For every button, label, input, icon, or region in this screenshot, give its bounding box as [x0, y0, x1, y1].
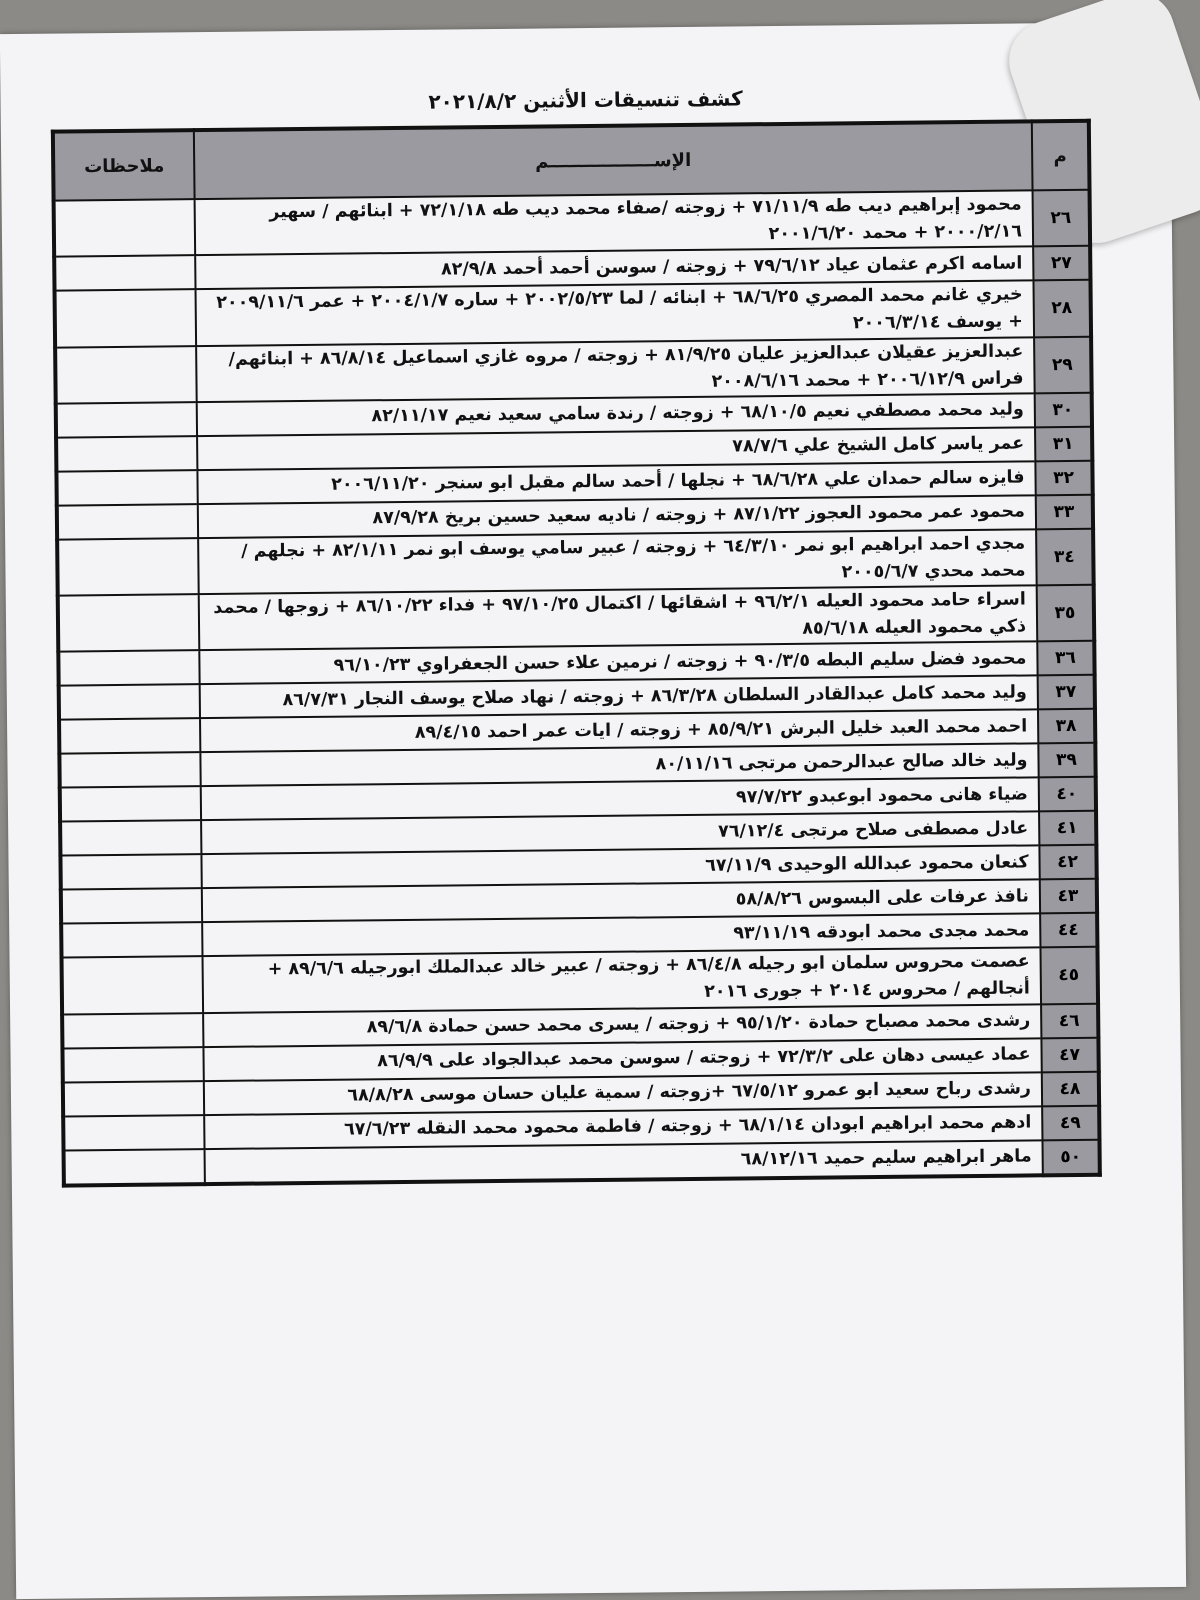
document-page: [0, 22, 1186, 1599]
row-notes: [60, 820, 201, 855]
row-notes: [58, 650, 199, 685]
row-name: ماهر ابراهيم سليم حميد ٦٨/١٢/١٦: [205, 1140, 1043, 1184]
row-number: ٤٨: [1042, 1071, 1099, 1106]
row-notes: [59, 684, 200, 719]
row-notes: [60, 786, 201, 821]
row-number: ٣٠: [1035, 393, 1092, 428]
row-name: وليد محمد مصطفي نعيم ٦٨/١٠/٥ + زوجته / رندة سامي سعيد نعيم ٨٢/١١/١٧: [197, 393, 1035, 436]
row-number: ٢٨: [1033, 280, 1091, 337]
row-notes: [55, 289, 197, 347]
row-name: احمد محمد العبد خليل البرش ٨٥/٩/٢١ + زوجته / ايات عمر احمد ٨٩/٤/١٥: [200, 710, 1038, 753]
table-header-row: [53, 121, 1090, 201]
row-name: رشدى محمد مصباح حمادة ٩٥/١/٢٠ + زوجته / يسرى محمد حسن حمادة ٨٩/٦/٨: [203, 1004, 1041, 1047]
row-number: ٣٥: [1037, 585, 1095, 642]
row-name: فايزه سالم حمدان علي ٦٨/٦/٢٨ + نجلها / أحمد سالم مقبل ابو سنجر ٢٠٠٦/١١/٢٠: [197, 461, 1035, 504]
row-notes: [63, 1081, 204, 1116]
row-number: ٤٣: [1040, 879, 1097, 914]
row-name: اسراء حامد محمود العيله ٩٦/٢/١ + اشقائها / اكتمال ٩٧/١٠/٢٥ + فداء ٨٦/١٠/٢٢ + زوجها / محمد ذكي محمود العيله ٨٥/٦/١٨: [199, 585, 1038, 650]
row-notes: [58, 594, 200, 652]
row-name: محمود إبراهيم ديب طه ٧١/١١/٩ + زوجته /صفاء محمد ديب طه ٧٢/١/١٨ + ابنائهم / سهير ٢٠٠٠/٢/١٦ + محمد ٢٠٠١/٦/٢٠: [195, 190, 1034, 255]
header-name: الإســـــــــــــــــم: [194, 121, 1033, 199]
row-name: وليد محمد كامل عبدالقادر السلطان ٨٦/٣/٢٨ + زوجته / نهاد صلاح يوسف النجار ٨٦/٧/٣١: [200, 676, 1038, 719]
row-number: ٣٤: [1036, 528, 1094, 585]
row-name: محمود عمر محمود العجوز ٨٧/١/٢٢ + زوجته / ناديه سعيد حسين بريخ ٨٧/٩/٢٨: [198, 495, 1036, 538]
row-notes: [59, 718, 200, 753]
row-number: ٣٣: [1036, 494, 1093, 529]
row-number: ٣٨: [1038, 709, 1095, 744]
row-number: ٢٧: [1033, 246, 1090, 281]
row-name: رشدى رباح سعيد ابو عمرو ٦٧/٥/١٢ +زوجته / سمية عليان حسان موسى ٦٨/٨/٢٨: [204, 1072, 1042, 1115]
row-number: ٤١: [1039, 811, 1096, 846]
row-name: مجدي احمد ابراهيم ابو نمر ٦٤/٣/١٠ + زوجته / عبير سامي يوسف ابو نمر ٨٢/١/١١ + نجلهم / محمد محدي ٢٠٠٥/٦/٧: [198, 529, 1037, 594]
row-name: عماد عيسى دهان على ٧٢/٣/٢ + زوجته / سوسن محمد عبدالجواد على ٨٦/٩/٩: [203, 1038, 1041, 1081]
document-title: كشف تنسيقات الأثنين ٢٠٢١/٨/٢: [428, 86, 743, 114]
row-name: خيري غانم محمد المصري ٦٨/٦/٢٥ + ابنائه / لما ٢٠٠٢/٥/٢٣ + ساره ٢٠٠٤/١/٧ + عمر ٢٠٠٩/١١/٦ + يوسف ٢٠٠٦/٣/١٤: [196, 281, 1035, 346]
row-number: ٤٤: [1040, 913, 1097, 948]
coordination-table: [51, 119, 1102, 1187]
row-name: عبدالعزيز عقيلان عبدالعزيز عليان ٨١/٩/٢٥ + زوجته / مروه غازي اسماعيل ٨٦/٨/١٤ + ابنائهم/ فراس ٢٠٠٦/١٢/٩ + محمد ٢٠٠٨/٦/١٦: [196, 337, 1035, 402]
row-notes: [59, 752, 200, 787]
row-notes: [61, 922, 202, 957]
row-number: ٤٥: [1040, 947, 1098, 1004]
row-notes: [63, 1115, 204, 1150]
row-notes: [57, 504, 198, 539]
row-notes: [54, 255, 195, 290]
row-notes: [54, 199, 196, 257]
row-name: اسامه اكرم عثمان عياد ٧٩/٦/١٢ + زوجته / سوسن أحمد أحمد ٨٢/٩/٨: [195, 247, 1033, 290]
header-number: م: [1032, 121, 1090, 191]
row-notes: [62, 1013, 203, 1048]
row-notes: [62, 1047, 203, 1082]
row-name: عادل مصطفى صلاح مرتجى ٧٦/١٢/٤: [201, 812, 1039, 855]
row-number: ٣٦: [1037, 641, 1094, 676]
row-number: ٤٦: [1041, 1003, 1098, 1038]
table-body: [54, 190, 1100, 1185]
row-number: ٢٩: [1034, 336, 1092, 393]
row-name: كنعان محمود عبدالله الوحيدى ٦٧/١١/٩: [201, 846, 1039, 889]
row-notes: [56, 470, 197, 505]
row-notes: [64, 1149, 205, 1185]
row-name: محمود فضل سليم البطه ٩٠/٣/٥ + زوجته / نرمين علاء حسن الجعفراوي ٩٦/١٠/٢٣: [199, 642, 1037, 685]
row-name: نافذ عرفات على البسوس ٥٨/٨/٢٦: [202, 880, 1040, 923]
row-notes: [61, 888, 202, 923]
row-name: عصمت محروس سلمان ابو رجيله ٨٦/٤/٨ + زوجته / عبير خالد عبدالملك ابورجيله ٨٩/٦/٦ + أنجالهم / محروس ٢٠١٤ + جورى ٢٠١٦: [203, 948, 1042, 1013]
row-name: عمر ياسر كامل الشيخ علي ٧٨/٧/٦: [197, 427, 1035, 470]
row-number: ٣٧: [1038, 675, 1095, 710]
header-notes: ملاحظات: [53, 130, 195, 200]
row-number: ٤٠: [1039, 777, 1096, 812]
row-number: ٣٢: [1035, 461, 1092, 496]
row-number: ٥٠: [1042, 1139, 1099, 1175]
row-number: ٣٩: [1038, 743, 1095, 778]
row-notes: [55, 346, 197, 404]
row-number: ٣١: [1035, 427, 1092, 462]
row-name: ادهم محمد ابراهيم ابودان ٦٨/١/١٤ + زوجته / فاطمة محمود محمد النقله ٦٧/٦/٢٣: [204, 1106, 1042, 1149]
row-notes: [62, 956, 204, 1014]
row-notes: [56, 402, 197, 437]
row-name: وليد خالد صالح عبدالرحمن مرتجى ٨٠/١١/١٦: [200, 744, 1038, 787]
row-number: ٤٩: [1042, 1105, 1099, 1140]
row-notes: [57, 538, 199, 596]
row-name: ضياء هانى محمود ابوعبدو ٩٧/٧/٢٢: [201, 778, 1039, 821]
row-number: ٤٢: [1039, 845, 1096, 880]
row-notes: [60, 854, 201, 889]
row-name: محمد مجدى محمد ابودقه ٩٣/١١/١٩: [202, 914, 1040, 957]
row-notes: [56, 436, 197, 471]
row-number: ٤٧: [1041, 1037, 1098, 1072]
row-number: ٢٦: [1033, 190, 1091, 247]
